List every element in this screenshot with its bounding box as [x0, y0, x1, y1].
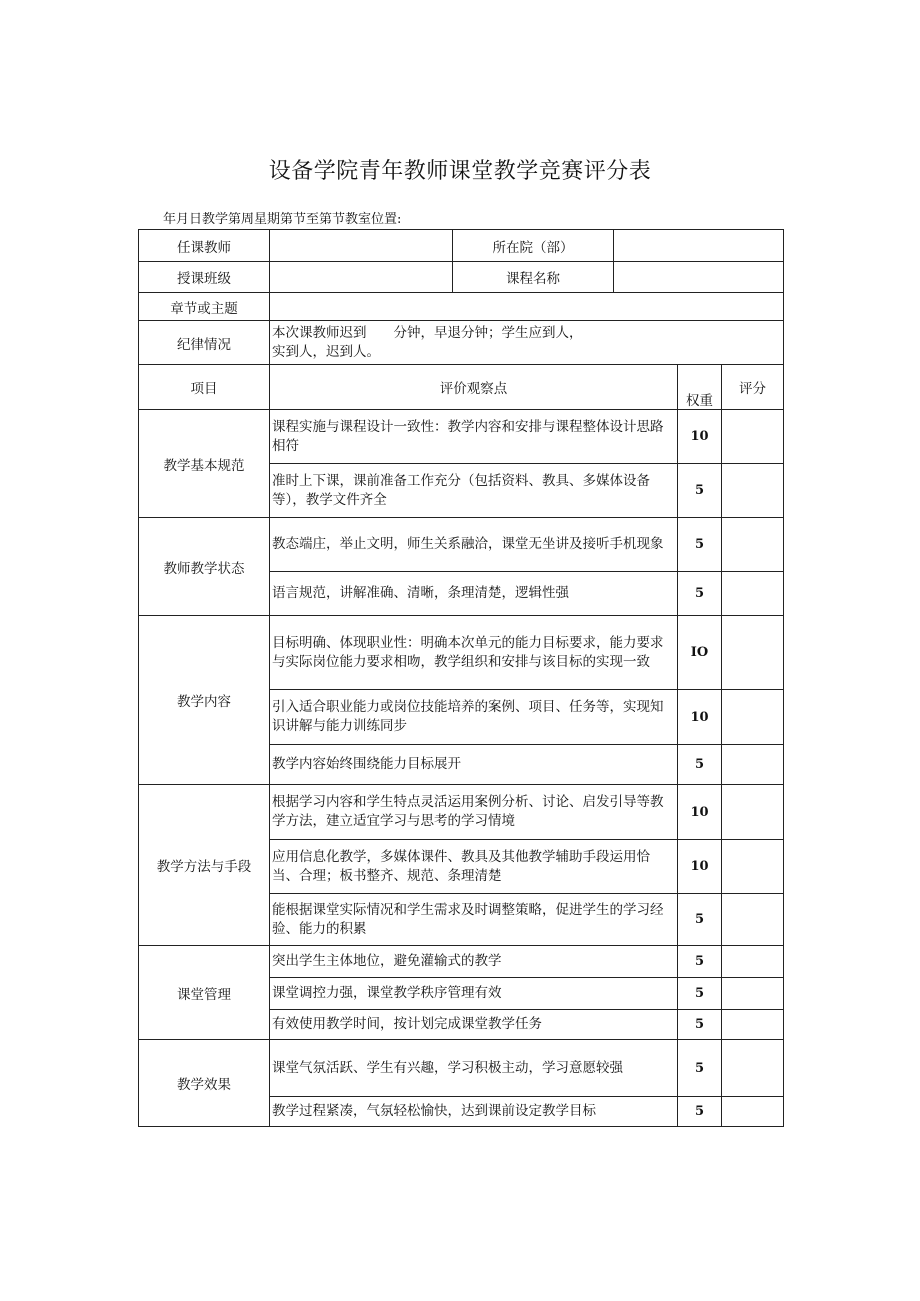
header-weight: 权重 [678, 365, 722, 410]
course-field[interactable] [614, 262, 784, 293]
criterion-text: 课堂气氛活跃、学生有兴趣，学习积极主动，学习意愿较强 [270, 1040, 678, 1097]
header-item: 项目 [139, 365, 270, 410]
page-title: 设备学院青年教师课堂教学竞赛评分表 [268, 159, 652, 184]
class-label: 授课班级 [139, 262, 270, 293]
score-field[interactable] [722, 410, 784, 464]
weight-value: 10 [678, 690, 722, 745]
criterion-text: 应用信息化教学，多媒体课件、教具及其他教学辅助手段运用恰当、合理；板书整齐、规范、条理清楚 [270, 840, 678, 894]
criterion-text: 突出学生主体地位，避免灌输式的教学 [270, 946, 678, 978]
score-field[interactable] [722, 464, 784, 518]
criterion-text: 目标明确、体现职业性：明确本次单元的能力目标要求，能力要求与实际岗位能力要求相吻，教学组织和安排与该目标的实现一致 [270, 616, 678, 690]
criteria-row [139, 616, 784, 690]
weight-value: 5 [678, 464, 722, 518]
discipline-line-2: 实到人，迟到人。 [272, 343, 380, 360]
weight-value: IO [678, 616, 722, 690]
criteria-row [139, 518, 784, 572]
weight-value: 5 [678, 946, 722, 978]
criterion-text: 根据学习内容和学生特点灵活运用案例分析、讨论、启发引导等教学方法，建立适宜学习与思考的学习情境 [270, 785, 678, 840]
criterion-text: 课程实施与课程设计一致性：教学内容和安排与课程整体设计思路相符 [270, 410, 678, 464]
category-label: 教师教学状态 [139, 518, 270, 616]
criterion-text: 有效使用教学时间，按计划完成课堂教学任务 [270, 1010, 678, 1040]
course-label: 课程名称 [453, 262, 614, 293]
score-field[interactable] [722, 572, 784, 616]
weight-value: 5 [678, 894, 722, 946]
score-field[interactable] [722, 946, 784, 978]
weight-value: 10 [678, 840, 722, 894]
criterion-text: 引入适合职业能力或岗位技能培养的案例、项目、任务等，实现知识讲解与能力训练同步 [270, 690, 678, 745]
teacher-label: 任课教师 [139, 230, 270, 262]
header-score: 评分 [722, 365, 784, 410]
discipline-field[interactable] [270, 321, 784, 365]
meta-line: 年月日教学第周星期第节至第节教室位置: [163, 212, 402, 227]
score-field[interactable] [722, 894, 784, 946]
criteria-row [139, 1040, 784, 1097]
discipline-line-1: 本次课教师迟到 分钟，早退分钟；学生应到人， [272, 324, 583, 341]
criterion-text: 教学过程紧凑，气氛轻松愉快，达到课前设定教学目标 [270, 1097, 678, 1127]
score-field[interactable] [722, 840, 784, 894]
criterion-text: 课堂调控力强，课堂教学秩序管理有效 [270, 978, 678, 1010]
weight-value: 5 [678, 572, 722, 616]
header-points: 评价观察点 [270, 365, 678, 410]
weight-value: 5 [678, 1097, 722, 1127]
score-field[interactable] [722, 978, 784, 1010]
weight-value: 5 [678, 978, 722, 1010]
score-field[interactable] [722, 518, 784, 572]
criterion-text: 教学内容始终围绕能力目标展开 [270, 745, 678, 785]
info-section [139, 230, 784, 410]
weight-value: 5 [678, 745, 722, 785]
score-field[interactable] [722, 616, 784, 690]
criteria-row [139, 785, 784, 840]
criterion-text: 能根据课堂实际情况和学生需求及时调整策略，促进学生的学习经验、能力的积累 [270, 894, 678, 946]
chapter-label: 章节或主题 [139, 293, 270, 321]
criteria-row [139, 410, 784, 464]
score-field[interactable] [722, 785, 784, 840]
criteria-section [139, 410, 784, 1127]
discipline-label: 纪律情况 [139, 321, 270, 365]
weight-value: 10 [678, 785, 722, 840]
weight-value: 10 [678, 410, 722, 464]
category-label: 教学方法与手段 [139, 785, 270, 946]
weight-value: 5 [678, 518, 722, 572]
college-label: 所在院（部） [453, 230, 614, 262]
category-label: 教学基本规范 [139, 410, 270, 518]
score-field[interactable] [722, 1040, 784, 1097]
score-table [138, 229, 784, 1127]
category-label: 课堂管理 [139, 946, 270, 1040]
criterion-text: 语言规范，讲解准确、清晰，条理清楚，逻辑性强 [270, 572, 678, 616]
class-field[interactable] [270, 262, 453, 293]
score-field[interactable] [722, 690, 784, 745]
category-label: 教学效果 [139, 1040, 270, 1127]
college-field[interactable] [614, 230, 784, 262]
category-label: 教学内容 [139, 616, 270, 785]
score-field[interactable] [722, 745, 784, 785]
score-field[interactable] [722, 1010, 784, 1040]
criterion-text: 准时上下课，课前准备工作充分（包括资料、教具、多媒体设备等），教学文件齐全 [270, 464, 678, 518]
criterion-text: 教态端庄，举止文明，师生关系融洽，课堂无坐讲及接听手机现象 [270, 518, 678, 572]
criteria-row [139, 946, 784, 978]
score-field[interactable] [722, 1097, 784, 1127]
teacher-field[interactable] [270, 230, 453, 262]
weight-value: 5 [678, 1040, 722, 1097]
chapter-field[interactable] [270, 293, 784, 321]
weight-value: 5 [678, 1010, 722, 1040]
